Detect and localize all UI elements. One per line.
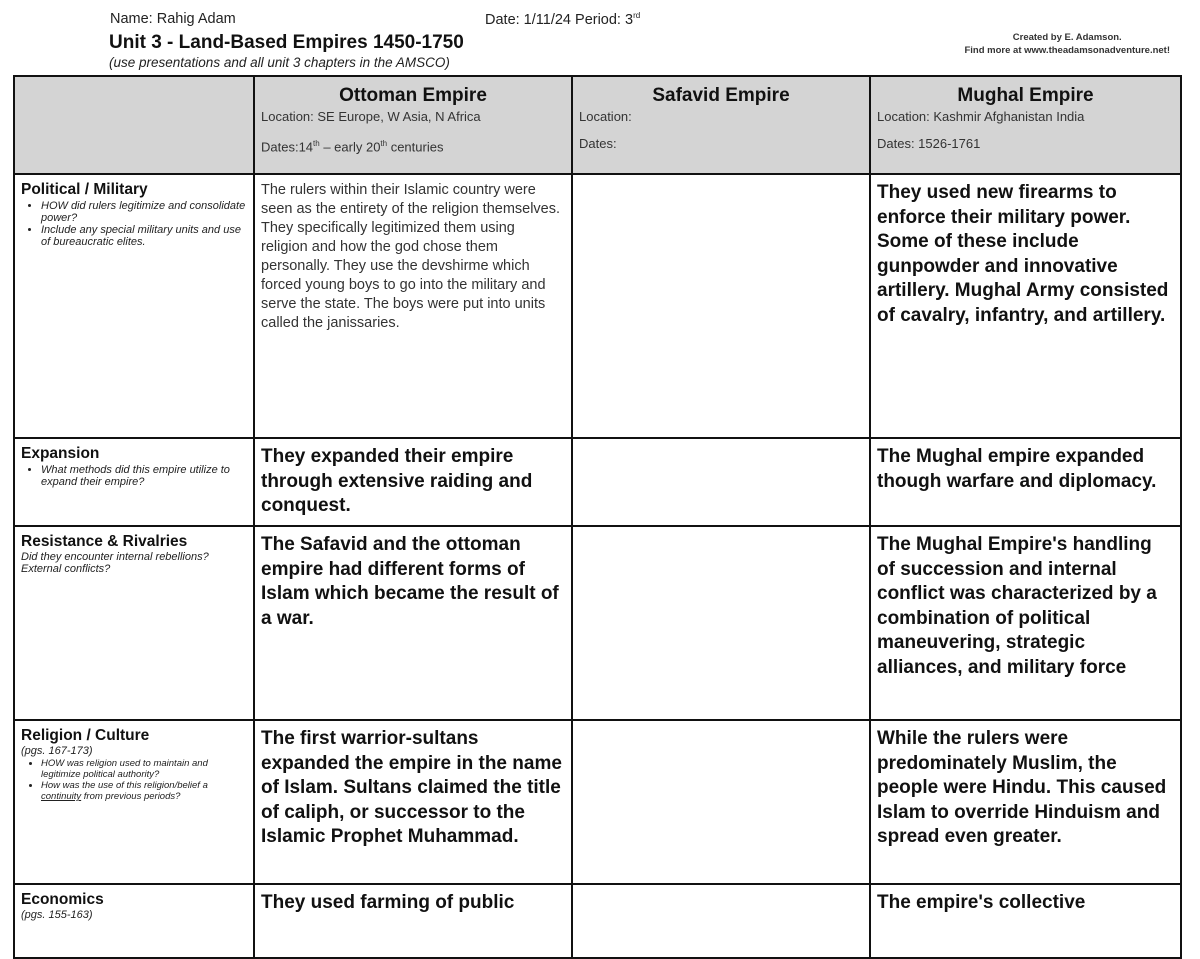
economics-pages: (pgs. 155-163) (21, 909, 93, 921)
date-period: Date: 1/11/24 Period: 3rd (485, 11, 641, 28)
economics-ottoman-answer[interactable]: They used farming of public (254, 884, 572, 958)
religion-mughal-answer[interactable]: While the rulers were predominately Muslim, the people were Hindu. This caused Islam to override Hinduism and spread even greater. (870, 720, 1181, 884)
religion-title: Religion / Culture (21, 727, 150, 744)
political-mughal-answer[interactable]: They used new firearms to enforce their military power. Some of these include gunpowder and innovative artillery. Mughal Army consisted of cavalry, infantry, and artillery. (870, 174, 1181, 438)
expansion-ottoman-answer[interactable]: They expanded their empire through extensive raiding and conquest. (254, 438, 572, 526)
resistance-prompt: Did they encounter internal rebellions? External conflicts? (21, 551, 209, 575)
safavid-location: Location: (579, 109, 632, 124)
economics-title: Economics (21, 891, 104, 908)
economics-category (14, 884, 254, 958)
religion-category (14, 720, 254, 884)
table-row (14, 884, 1181, 958)
expansion-category (14, 438, 254, 526)
expansion-title: Expansion (21, 445, 100, 462)
mughal-header (870, 76, 1181, 174)
resistance-safavid-answer[interactable] (572, 526, 870, 720)
political-prompt-2: • Include any special military units and use of bureaucratic elites. (41, 224, 247, 248)
political-prompt-1: • HOW did rulers legitimize and consolidate power? (41, 200, 247, 224)
unit-title: Unit 3 - Land-Based Empires 1450-1750 (109, 32, 464, 53)
religion-safavid-answer[interactable] (572, 720, 870, 884)
unit-note: (use presentations and all unit 3 chapters in the AMSCO) (109, 55, 450, 70)
resistance-ottoman-answer[interactable]: The Safavid and the ottoman empire had different forms of Islam which became the result of a war. (254, 526, 572, 720)
credit-website: Find more at www.theadamsonadventure.net! (964, 45, 1170, 56)
expansion-safavid-answer[interactable] (572, 438, 870, 526)
corner-cell (14, 76, 254, 174)
expansion-prompt-1: • What methods did this empire utilize to expand their empire? (41, 464, 247, 488)
credit-note (964, 31, 1170, 57)
political-prompts (21, 200, 247, 248)
political-title: Political / Military (21, 181, 148, 198)
expansion-mughal-answer[interactable]: The Mughal empire expanded though warfare and diplomacy. (870, 438, 1181, 526)
political-ottoman-answer[interactable]: The rulers within their Islamic country were seen as the entirety of the religion themselves. They specifically legitimized them using religion and how the god chose them personally. They use the devshirme which forced young boys to go into the military and serve the state. The boys were put into units called the janissaries. (254, 174, 572, 438)
table-row (14, 526, 1181, 720)
safavid-dates: Dates: (579, 136, 617, 151)
economics-mughal-answer[interactable]: The empire's collective (870, 884, 1181, 958)
mughal-dates: Dates: 1526-1761 (877, 136, 981, 151)
mughal-name: Mughal Empire (957, 85, 1094, 106)
religion-prompt-2: • How was the use of this religion/belief a continuity from previous periods? (41, 780, 247, 802)
header-row (14, 76, 1181, 174)
religion-prompt-1: • HOW was religion used to maintain and legitimize political authority? (41, 758, 247, 780)
religion-ottoman-answer[interactable]: The first warrior-sultans expanded the empire in the name of Islam. Sultans claimed the title of caliph, or successor to the Islamic Prophet Muhammad. (254, 720, 572, 884)
mughal-location: Location: Kashmir Afghanistan India (877, 109, 1085, 124)
empire-comparison-table (13, 75, 1182, 959)
resistance-category (14, 526, 254, 720)
economics-safavid-answer[interactable] (572, 884, 870, 958)
safavid-name: Safavid Empire (652, 85, 790, 106)
political-safavid-answer[interactable] (572, 174, 870, 438)
ottoman-location: Location: SE Europe, W Asia, N Africa (261, 109, 481, 124)
political-category (14, 174, 254, 438)
table-row (14, 174, 1181, 438)
safavid-header (572, 76, 870, 174)
expansion-prompts (21, 464, 247, 488)
ottoman-header (254, 76, 572, 174)
credit-author: Created by E. Adamson. (1012, 32, 1122, 43)
table-row (14, 438, 1181, 526)
table-row (14, 720, 1181, 884)
resistance-mughal-answer[interactable]: The Mughal Empire's handling of succession and internal conflict was characterized by a combination of political maneuvering, strategic alliances, and military force (870, 526, 1181, 720)
resistance-title: Resistance & Rivalries (21, 533, 188, 550)
ottoman-dates: Dates:14th – early 20th centuries (261, 139, 444, 155)
student-name: Name: Rahig Adam (110, 11, 236, 27)
religion-prompts (21, 758, 247, 802)
religion-pages: (pgs. 167-173) (21, 745, 93, 757)
ottoman-name: Ottoman Empire (339, 85, 487, 106)
